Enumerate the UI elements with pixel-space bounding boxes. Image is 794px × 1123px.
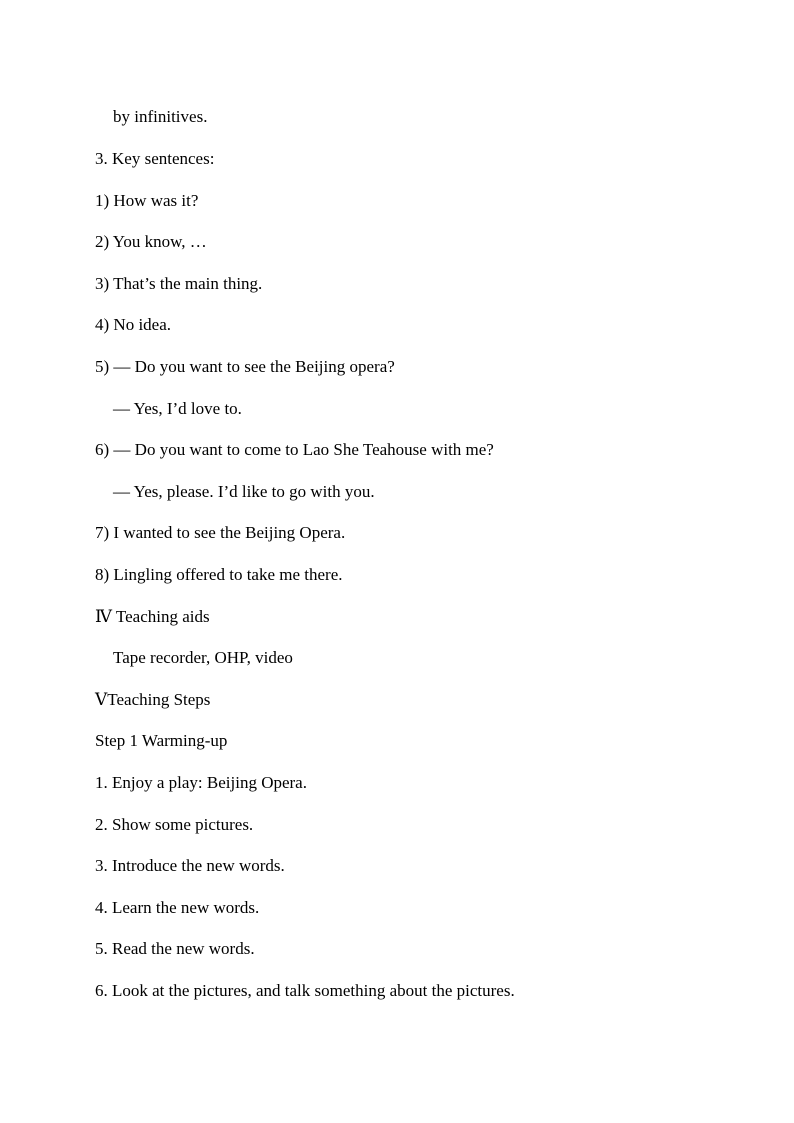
teaching-steps-heading: ⅤTeaching Steps [95,690,211,709]
key-sentences-heading: 3. Key sentences: [95,149,215,168]
step-item-6: 6. Look at the pictures, and talk something about the pictures. [95,981,515,1000]
step-item-1: 1. Enjoy a play: Beijing Opera. [95,773,307,792]
step-item-3: 3. Introduce the new words. [95,856,285,875]
step-1-heading: Step 1 Warming-up [95,731,228,750]
key-sentence-8: 8) Lingling offered to take me there. [95,565,343,584]
step-item-5: 5. Read the new words. [95,939,255,958]
step-item-4: 4. Learn the new words. [95,898,260,917]
step-item-2: 2. Show some pictures. [95,815,254,834]
key-sentence-5-answer: — Yes, I’d love to. [113,399,242,418]
teaching-aids-list: Tape recorder, OHP, video [113,648,293,667]
key-sentence-5-question: 5) — Do you want to see the Beijing opera? [95,357,395,376]
key-sentence-3: 3) That’s the main thing. [95,274,263,293]
key-sentence-7: 7) I wanted to see the Beijing Opera. [95,523,346,542]
grammar-continuation: by infinitives. [113,107,208,126]
key-sentence-6-answer: — Yes, please. I’d like to go with you. [113,482,375,501]
teaching-aids-heading: Ⅳ Teaching aids [95,607,210,626]
key-sentence-1: 1) How was it? [95,191,199,210]
key-sentence-2: 2) You know, … [95,232,207,251]
key-sentence-6-question: 6) — Do you want to come to Lao She Teahouse with me? [95,440,494,459]
key-sentence-4: 4) No idea. [95,315,172,334]
